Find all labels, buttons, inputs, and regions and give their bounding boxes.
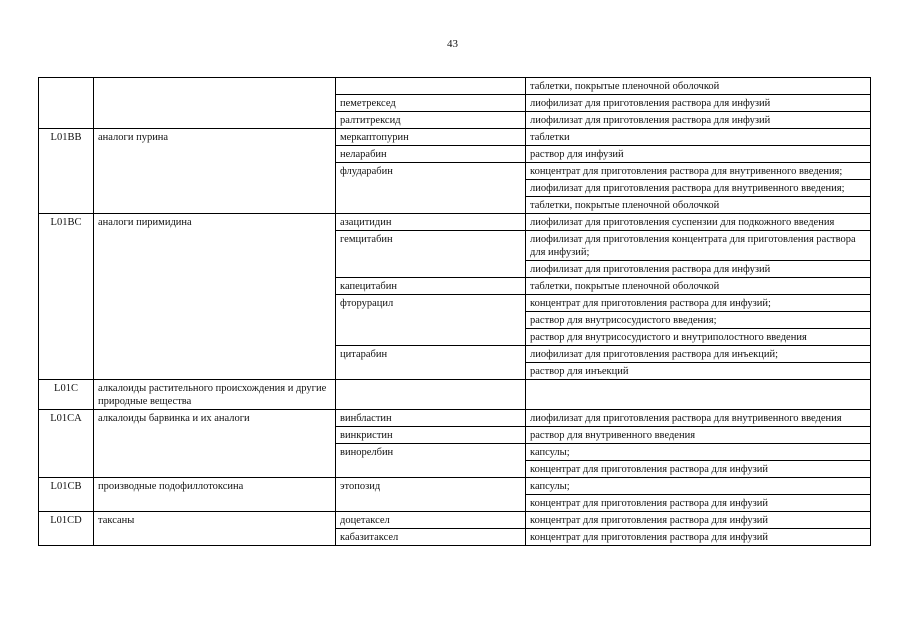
dosage-form-cell — [526, 380, 871, 410]
table-row — [39, 380, 871, 410]
atc-code-cell: L01C — [39, 380, 94, 410]
dosage-form-cell: лиофилизат для приготовления раствора для инфузий — [526, 261, 871, 278]
dosage-form-cell: таблетки — [526, 129, 871, 146]
atc-code-cell — [39, 78, 94, 129]
atc-code-cell: L01CB — [39, 478, 94, 512]
drug-name-cell — [336, 78, 526, 95]
atc-code-cell: L01BC — [39, 214, 94, 380]
dosage-form-cell: капсулы; — [526, 478, 871, 495]
drug-name-cell: гемцитабин — [336, 231, 526, 278]
dosage-form-cell: лиофилизат для приготовления раствора для инфузий — [526, 95, 871, 112]
dosage-form-cell: лиофилизат для приготовления раствора для инфузий — [526, 112, 871, 129]
table-row — [39, 129, 871, 146]
dosage-form-cell: раствор для инфузий — [526, 146, 871, 163]
drug-name-cell: этопозид — [336, 478, 526, 512]
drug-name-cell: неларабин — [336, 146, 526, 163]
table-row — [39, 214, 871, 231]
atc-group-name-cell: аналоги пиримидина — [94, 214, 336, 380]
dosage-form-cell: лиофилизат для приготовления суспензии для подкожного введения — [526, 214, 871, 231]
drug-name-cell: ралтитрексид — [336, 112, 526, 129]
drug-name-cell: кабазитаксел — [336, 529, 526, 546]
table-row — [39, 512, 871, 529]
dosage-form-cell: лиофилизат для приготовления раствора для внутривенного введения; — [526, 180, 871, 197]
dosage-form-cell: концентрат для приготовления раствора для инфузий — [526, 495, 871, 512]
dosage-form-cell: раствор для внутривенного введения — [526, 427, 871, 444]
dosage-form-cell: лиофилизат для приготовления раствора для внутривенного введения — [526, 410, 871, 427]
atc-code-cell: L01CA — [39, 410, 94, 478]
drug-name-cell: винкристин — [336, 427, 526, 444]
table-row — [39, 78, 871, 95]
dosage-form-cell: таблетки, покрытые пленочной оболочкой — [526, 78, 871, 95]
atc-group-name-cell: алкалоиды растительного происхождения и другие природные вещества — [94, 380, 336, 410]
dosage-form-cell: лиофилизат для приготовления раствора для инъекций; — [526, 346, 871, 363]
dosage-form-cell: таблетки, покрытые пленочной оболочкой — [526, 197, 871, 214]
atc-group-name-cell: производные подофиллотоксина — [94, 478, 336, 512]
drug-name-cell: флударабин — [336, 163, 526, 214]
atc-group-name-cell: аналоги пурина — [94, 129, 336, 214]
table-row — [39, 410, 871, 427]
drug-name-cell: азацитидин — [336, 214, 526, 231]
dosage-form-cell: раствор для внутрисосудистого и внутриполостного введения — [526, 329, 871, 346]
atc-group-name-cell — [94, 78, 336, 129]
dosage-form-cell: концентрат для приготовления раствора для инфузий — [526, 529, 871, 546]
drug-name-cell — [336, 380, 526, 410]
dosage-form-cell: лиофилизат для приготовления концентрата для приготовления раствора для инфузий; — [526, 231, 871, 261]
atc-group-name-cell: алкалоиды барвинка и их аналоги — [94, 410, 336, 478]
drug-name-cell: меркаптопурин — [336, 129, 526, 146]
page-number: 43 — [447, 38, 458, 50]
atc-group-name-cell: таксаны — [94, 512, 336, 546]
atc-code-cell: L01CD — [39, 512, 94, 546]
drug-table-body — [39, 78, 871, 546]
drug-table — [38, 77, 871, 546]
dosage-form-cell: раствор для инъекций — [526, 363, 871, 380]
dosage-form-cell: концентрат для приготовления раствора для инфузий — [526, 512, 871, 529]
table-row — [39, 478, 871, 495]
atc-code-cell: L01BB — [39, 129, 94, 214]
dosage-form-cell: концентрат для приготовления раствора для внутривенного введения; — [526, 163, 871, 180]
dosage-form-cell: таблетки, покрытые пленочной оболочкой — [526, 278, 871, 295]
drug-name-cell: винорелбин — [336, 444, 526, 478]
dosage-form-cell: капсулы; — [526, 444, 871, 461]
drug-name-cell: капецитабин — [336, 278, 526, 295]
dosage-form-cell: раствор для внутрисосудистого введения; — [526, 312, 871, 329]
drug-name-cell: винбластин — [336, 410, 526, 427]
drug-name-cell: доцетаксел — [336, 512, 526, 529]
drug-name-cell: фторурацил — [336, 295, 526, 346]
dosage-form-cell: концентрат для приготовления раствора для инфузий; — [526, 295, 871, 312]
drug-name-cell: пеметрексед — [336, 95, 526, 112]
dosage-form-cell: концентрат для приготовления раствора для инфузий — [526, 461, 871, 478]
drug-name-cell: цитарабин — [336, 346, 526, 380]
